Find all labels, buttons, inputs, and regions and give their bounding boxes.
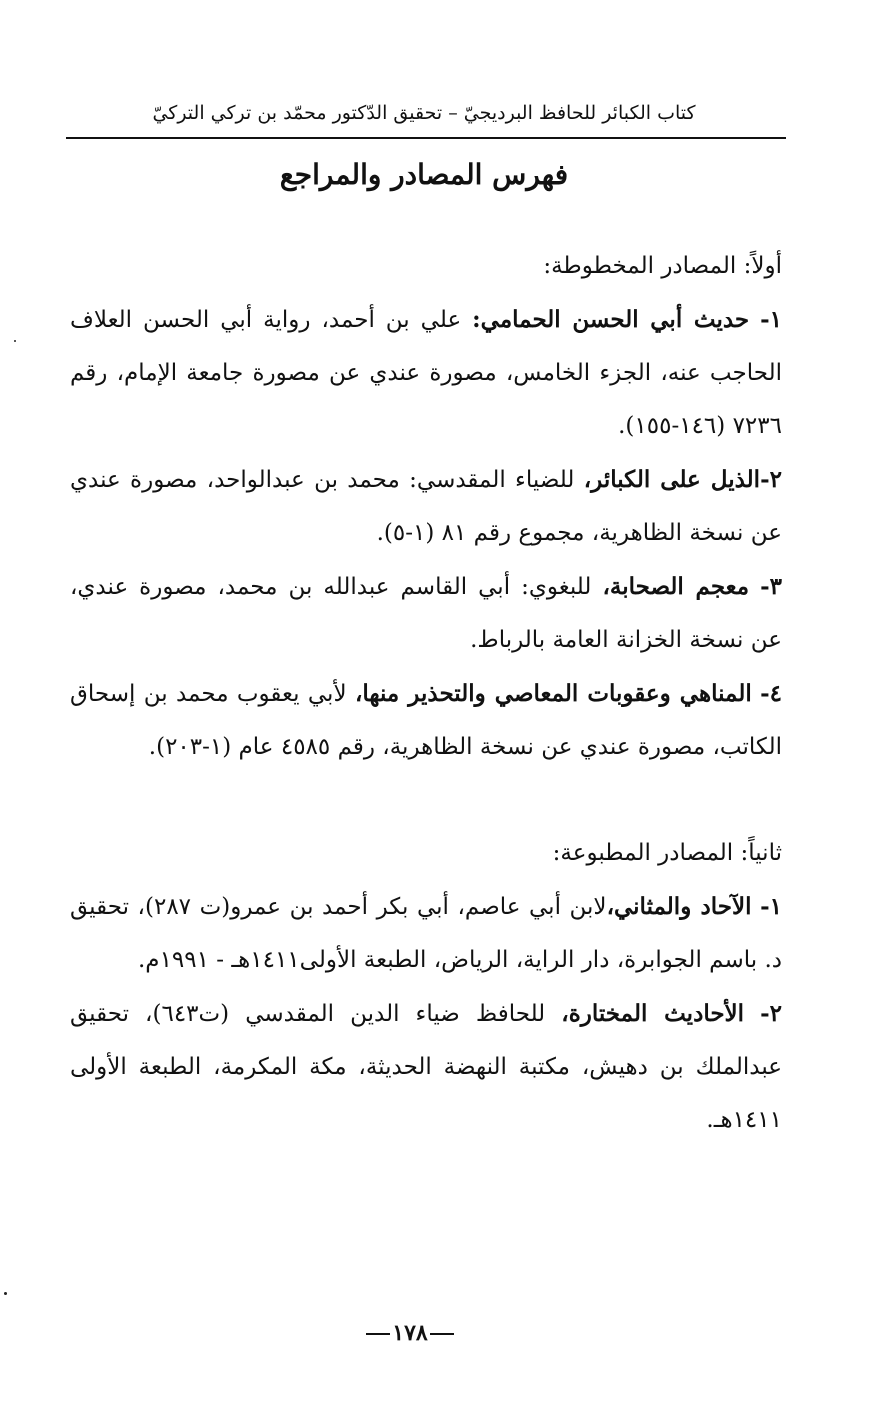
printed-entry-2: [70, 987, 782, 1147]
entry-text: للحافظ ضياء الدين المقدسي (ت٦٤٣)، تحقيق عبدالملك بن دهيش، مكتبة النهضة الحديثة، مكة المكرمة، الطبعة الأولى ١٤١١هـ.: [70, 1001, 782, 1133]
entry-number: ١-: [760, 893, 783, 920]
manuscript-entry-4: [70, 667, 782, 774]
scan-speck: [14, 340, 16, 342]
entry-title: المناهي وعقوبات المعاصي والتحذير منها،: [354, 680, 752, 707]
entry-title: معجم الصحابة،: [602, 573, 750, 600]
entry-text: لأبي يعقوب محمد بن إسحاق الكاتب، مصورة عندي عن نسخة الظاهرية، رقم ٤٥٨٥ عام (١-٢٠٣).: [70, 681, 782, 760]
entry-text: للضياء المقدسي: محمد بن عبدالواحد، مصورة عندي عن نسخة الظاهرية، مجموع رقم ٨١ (١-٥).: [70, 467, 782, 546]
entry-number: ٣-: [760, 573, 783, 600]
page-number-value: ١٧٨: [392, 1320, 428, 1346]
manuscripts-heading: أولاً: المصادر المخطوطة:: [543, 253, 782, 279]
entry-text: لابن أبي عاصم، أبي بكر أحمد بن عمرو(ت ٢٨٧)، تحقيق د. باسم الجوابرة، دار الراية، الرياض، الطبعة الأولى١٤١١هـ - ١٩٩١م.: [70, 894, 782, 973]
entry-number: ٤-: [760, 680, 783, 707]
page-number-dash-left: [366, 1333, 390, 1335]
entry-title: الآحاد والمثاني،: [606, 893, 752, 920]
bibliography-body: [70, 240, 782, 1147]
entry-title: الذيل على الكبائر،: [583, 466, 761, 493]
entry-number: ١-: [760, 306, 783, 333]
entry-title: الأحاديث المختارة،: [561, 1000, 745, 1027]
manuscript-entry-2: [70, 453, 782, 560]
entry-title: حديث أبي الحسن الحمامي:: [472, 306, 750, 333]
scan-speck: [4, 1292, 7, 1295]
entry-number: ٢-: [760, 466, 782, 493]
entry-number: ٢-: [760, 1000, 783, 1027]
printed-heading: ثانياً: المصادر المطبوعة:: [552, 840, 782, 866]
manuscript-entry-1: [70, 293, 782, 453]
entry-text: علي بن أحمد، رواية أبي الحسن العلاف الحاجب عنه، الجزء الخامس، مصورة عندي عن مصورة جامعة الإمام، رقم ٧٢٣٦ (١٤٦-١٥٥).: [70, 307, 782, 439]
page-number: [350, 1315, 470, 1351]
header-rule: [66, 137, 786, 139]
section-spacer: [70, 774, 782, 827]
section-title: فهرس المصادر والمراجع: [279, 158, 569, 191]
running-header: كتاب الكبائر للحافظ البرديجيّ – تحقيق الدّكتور محمّد بن تركي التركيّ: [152, 102, 696, 124]
manuscript-entry-3: [70, 560, 782, 667]
entry-text: للبغوي: أبي القاسم عبدالله بن محمد، مصورة عندي، عن نسخة الخزانة العامة بالرباط.: [70, 574, 782, 653]
page-number-dash-right: [430, 1333, 454, 1335]
printed-entry-1: [70, 880, 782, 987]
